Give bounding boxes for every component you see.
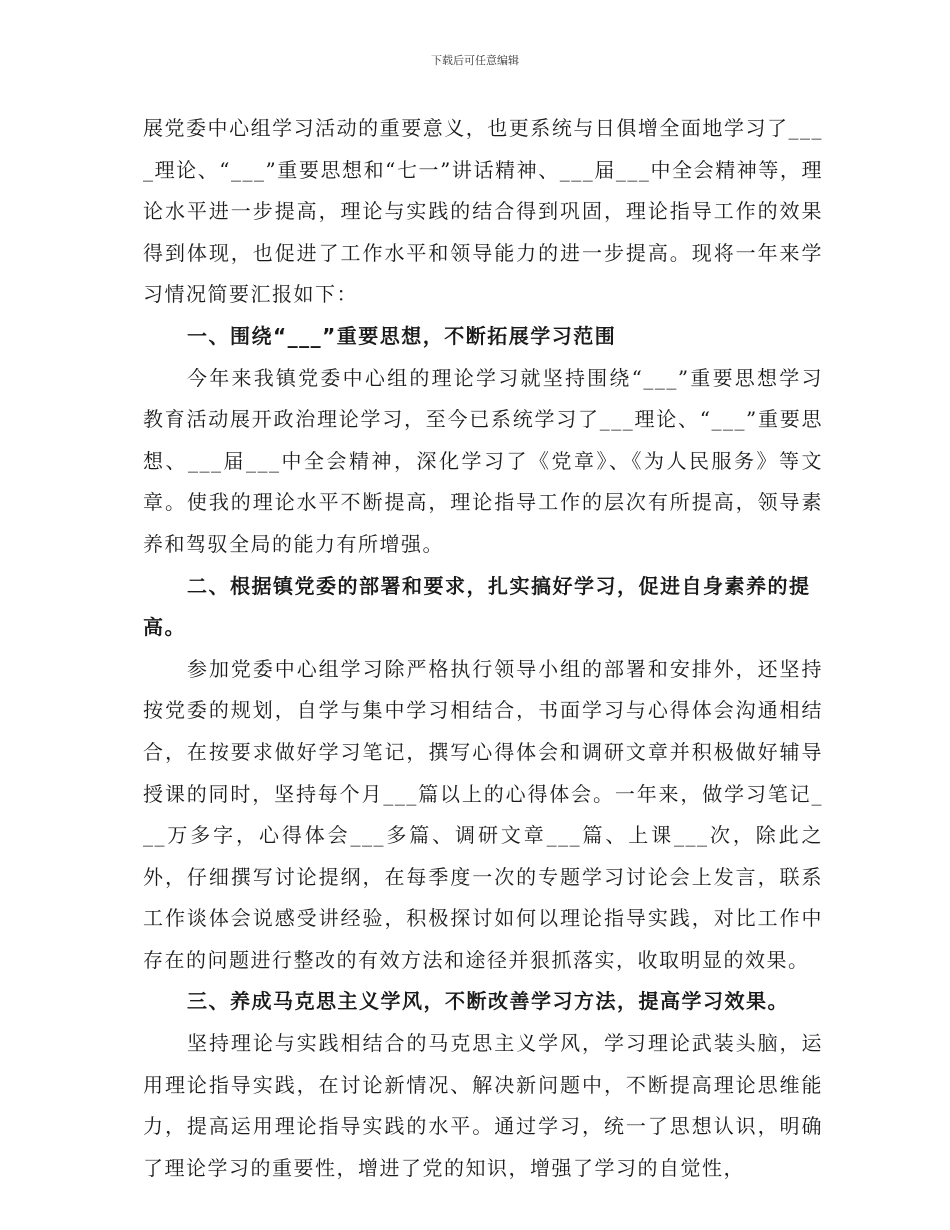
section-3-paragraph: 坚持理论与实践相结合的马克思主义学风，学习理论武装头脑，运用理论指导实践，在讨论新情况、解决新问题中，不断提高理论思维能力，提高运用理论指导实践的水平。通过学习，统一了思想认识，明确了理论学习的重要性，增进了党的知识，增强了学习的自觉性，	[143, 1031, 823, 1180]
section-3-heading: 三、养成马克思主义学风，不断改善学习方法，提高学习效果。	[187, 989, 789, 1014]
section-1-paragraph: 今年来我镇党委中心组的理论学习就坚持围绕“___”重要思想学习教育活动展开政治理论学习，至今已系统学习了___理论、“___”重要思想、___届___中全会精神，深化学习了《党章》、《为人民服务》等文章。使我的理论水平不断提高，理论指导工作的层次有所提高，领导素养和驾驭全局的能力有所增强。	[143, 365, 823, 556]
section-1-heading: 一、围绕“___”重要思想，不断拓展学习范围	[187, 323, 617, 348]
section-2-paragraph: 参加党委中心组学习除严格执行领导小组的部署和安排外，还坚持按党委的规划，自学与集中学习相结合，书面学习与心得体会沟通相结合，在按要求做好学习笔记，撰写心得体会和调研文章并积极做好辅导授课的同时，坚持每个月___篇以上的心得体会。一年来，做学习笔记___万多字，心得体会___多篇、调研文章___篇、上课___次，除此之外，仔细撰写讨论提纲，在每季度一次的专题学习讨论会上发言，联系工作谈体会说感受讲经验，积极探讨如何以理论指导实践，对比工作中存在的问题进行整改的有效方法和途径并狠抓落实，收取明显的效果。	[143, 656, 823, 972]
page-header-note: 下载后可任意编辑	[431, 54, 519, 67]
section-2-heading: 二、根据镇党委的部署和要求，扎实搞好学习，促进自身素养的提高。	[143, 573, 811, 640]
document-body	[143, 108, 823, 1189]
intro-paragraph: 展党委中心组学习活动的重要意义，也更系统与日俱增全面地学习了____理论、“___”重要思想和“七一”讲话精神、___届___中全会精神等，理论水平进一步提高，理论与实践的结合得到巩固，理论指导工作的效果得到体现，也促进了工作水平和领导能力的进一步提高。现将一年来学习情况简要汇报如下：	[143, 116, 823, 307]
